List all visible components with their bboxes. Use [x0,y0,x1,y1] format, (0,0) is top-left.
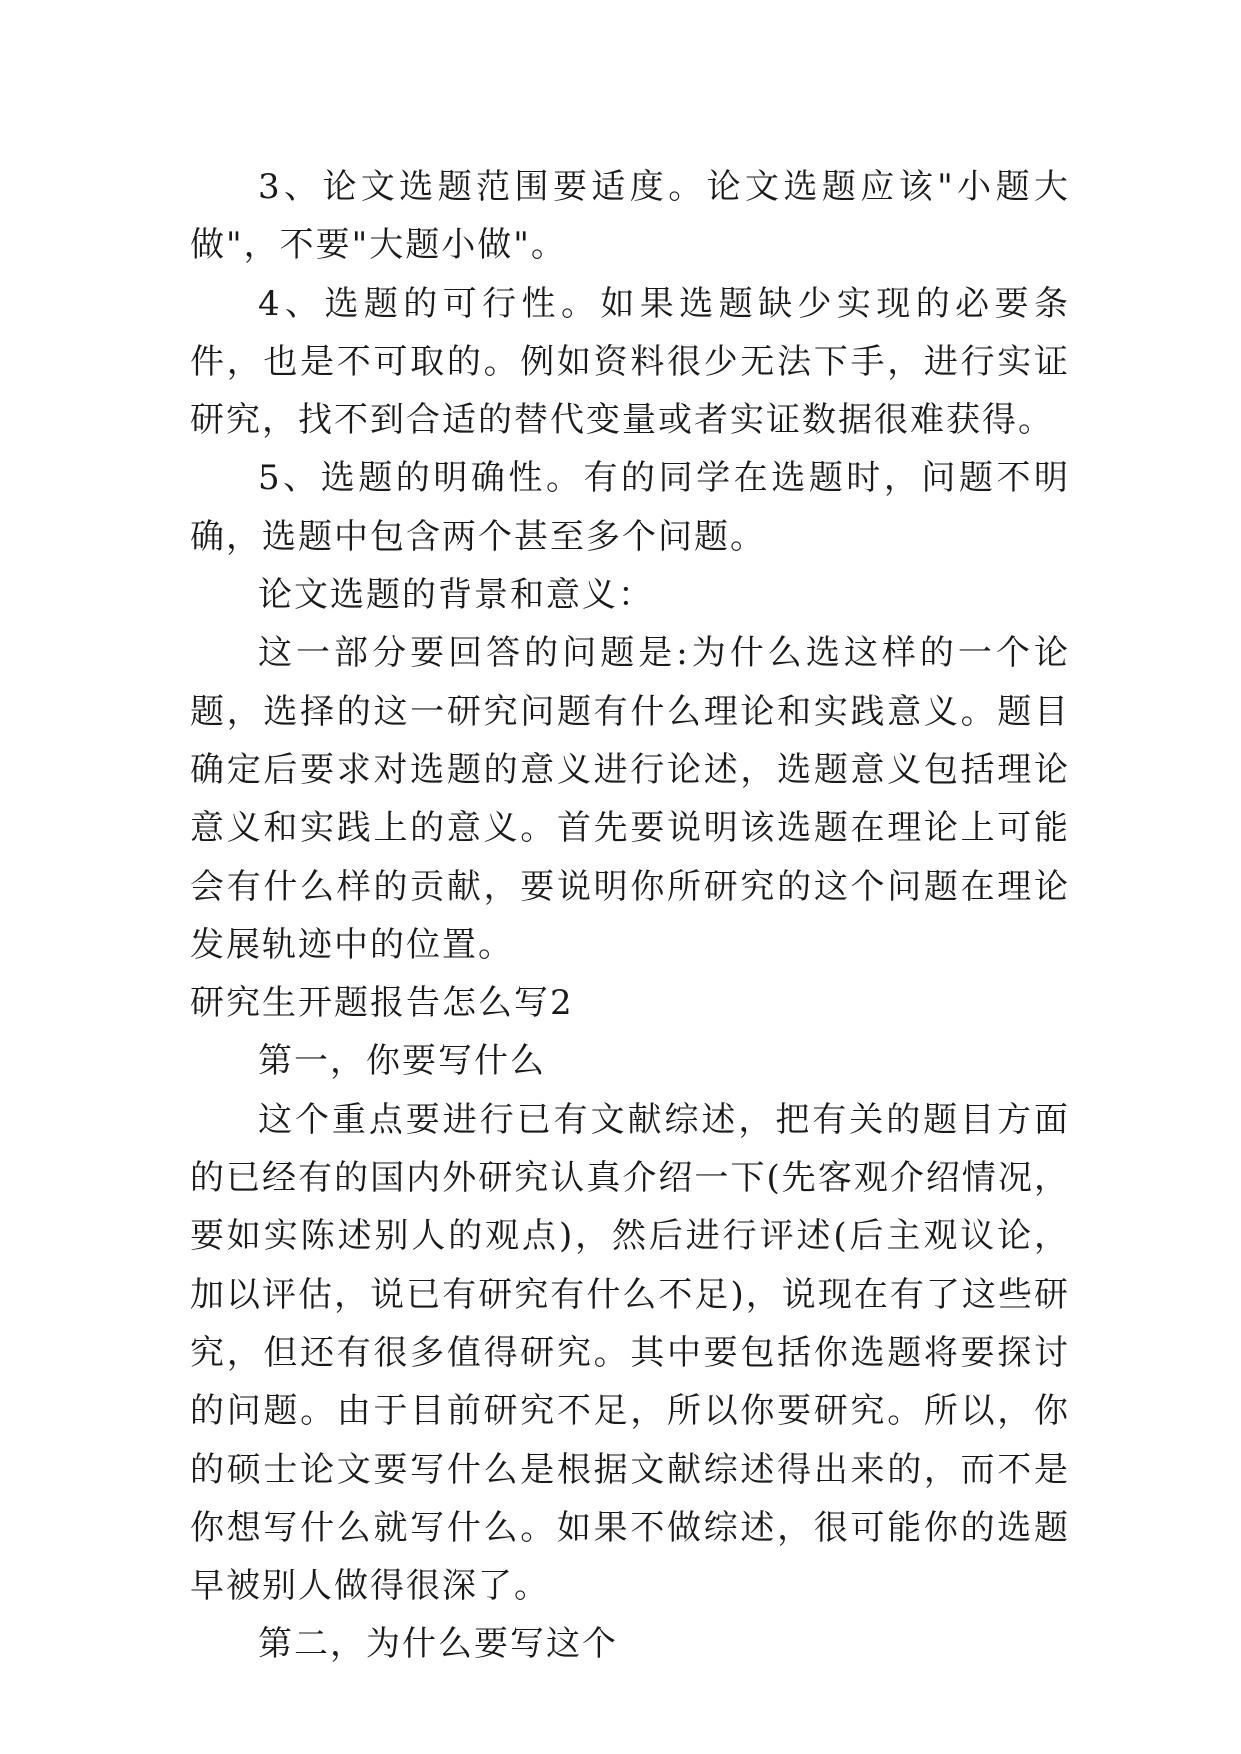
section-heading: 研究生开题报告怎么写2 [190,983,574,1024]
paragraph-literature-review: 这个重点要进行已有文献综述，把有关的题目方面的已经有的国内外研究认真介绍一下(先客观介绍情况，要如实陈述别人的观点)，然后进行评述(后主观议论，加以评估，说已有研究有什么不足)，说现在有了这些研究，但还有很多值得研究。其中要包括你选题将要探讨的问题。由于目前研究不足，所以你要研究。所以，你的硕士论文要写什么是根据文献综述得出来的，而不是你想写什么就写什么。如果不做综述，很可能你的选题早被别人做得很深了。 [190,1099,1070,1607]
paragraph-first-point: 第一，你要写什么 [258,1041,546,1082]
paragraph-background-title: 论文选题的背景和意义： [258,575,654,616]
paragraph-second-point: 第二，为什么要写这个 [258,1624,618,1665]
paragraph-background-body: 这一部分要回答的问题是:为什么选这样的一个论题，选择的这一研究问题有什么理论和实践意义。题目确定后要求对选题的意义进行论述，选题意义包括理论意义和实践上的意义。首先要说明该选题在理论上可能会有什么样的贡献，要说明你所研究的这个问题在理论发展轨迹中的位置。 [190,633,1070,965]
document-body [190,158,1070,1674]
paragraph-feasibility: 4、选题的可行性。如果选题缺少实现的必要条件，也是不可取的。例如资料很少无法下手，进行实证研究，找不到合适的替代变量或者实证数据很难获得。 [190,283,1070,441]
paragraph-topic-scope: 3、论文选题范围要适度。论文选题应该"小题大做"，不要"大题小做"。 [190,167,1070,266]
paragraph-clarity: 5、选题的明确性。有的同学在选题时，问题不明确，选题中包含两个甚至多个问题。 [190,458,1070,557]
